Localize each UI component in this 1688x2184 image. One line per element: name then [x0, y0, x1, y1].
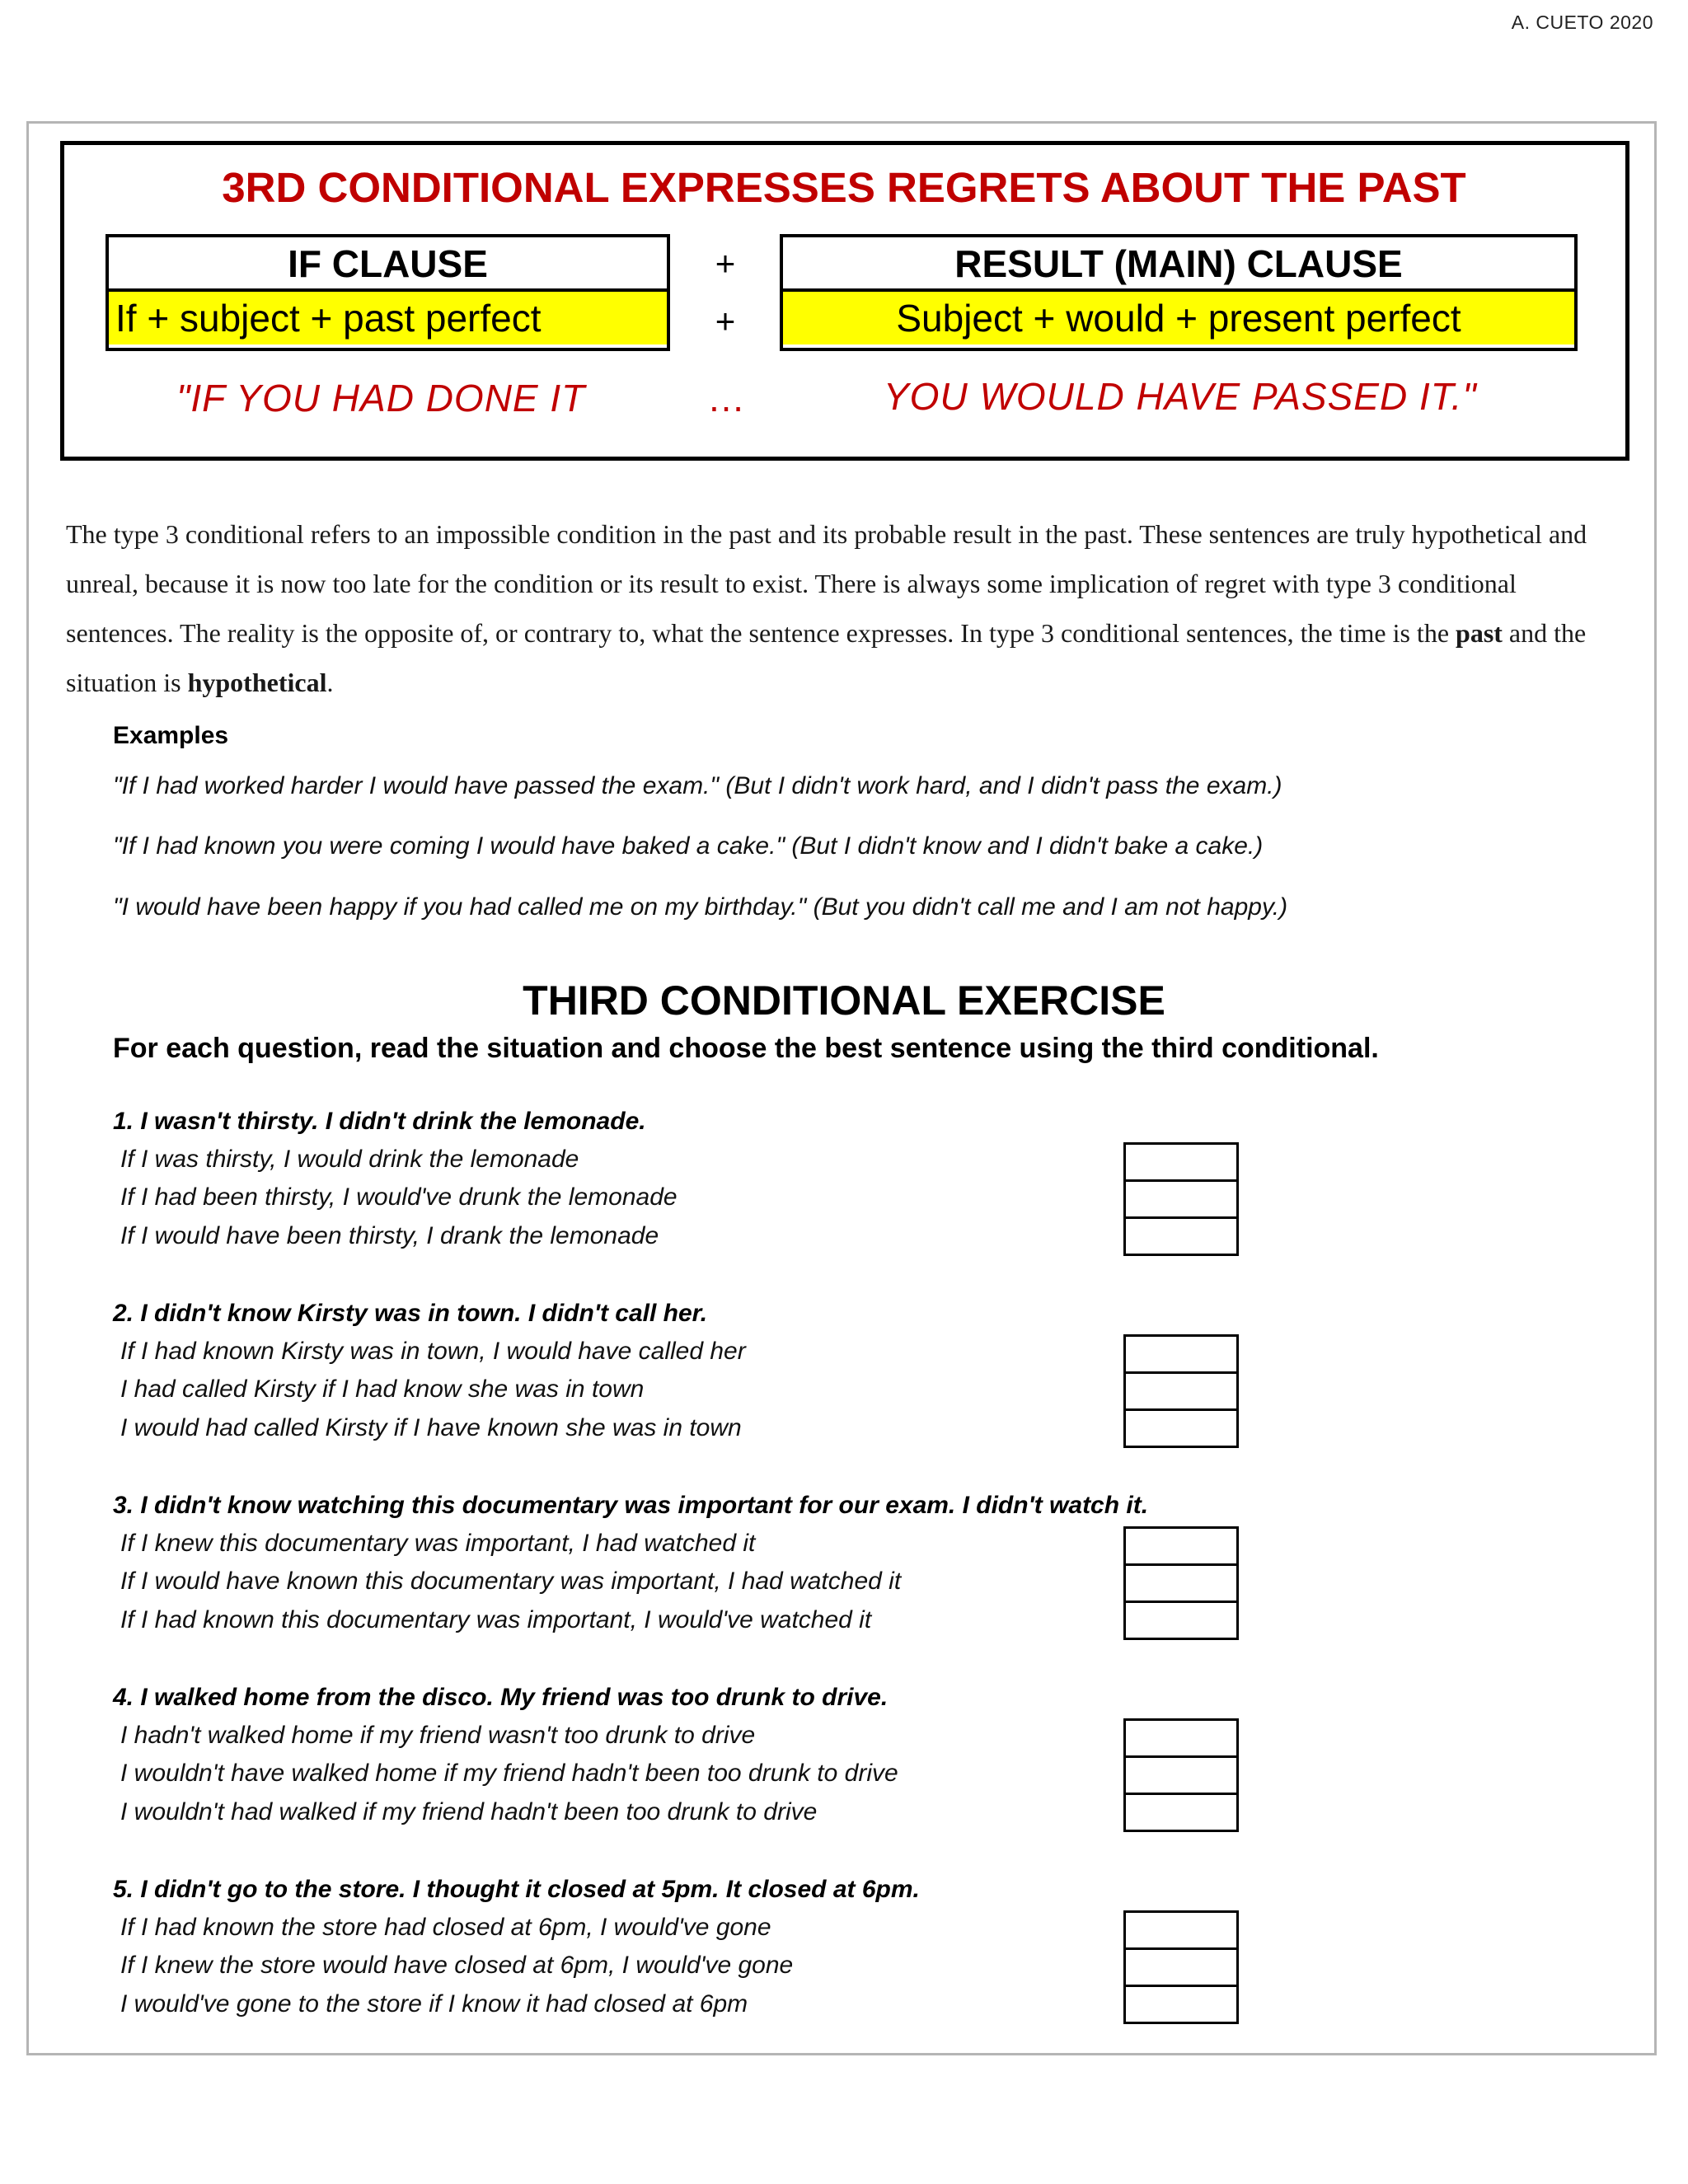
answer-checkbox[interactable]: [1123, 1718, 1239, 1758]
question-title: 5. I didn't go to the store. I thought it closed at 5pm. It closed at 6pm.: [113, 1876, 920, 1903]
answer-checkbox[interactable]: [1123, 1563, 1239, 1603]
intro-text-1: The type 3 conditional refers to an impossible condition in the past and its probable result in the past. These sentences are truly hypothetical and unreal, because it is now too late for the condition or its result to exist. There is always some implication of regret with type 3 conditional sentences. The reality is the opposite of, or contrary to, what the sentence expresses. In type 3 conditional sentences, the time is the: [66, 519, 1587, 648]
question-title: 4. I walked home from the disco. My friend was too drunk to drive.: [113, 1684, 889, 1711]
question-option: If I was thirsty, I would drink the lemonade: [120, 1146, 579, 1173]
answer-checkbox[interactable]: [1123, 1755, 1239, 1795]
question-option: If I had been thirsty, I would've drunk the lemonade: [120, 1183, 678, 1211]
question-title: 2. I didn't know Kirsty was in town. I didn't call her.: [113, 1300, 708, 1327]
intro-bold-hypothetical: hypothetical: [187, 668, 327, 697]
question-option: If I knew this documentary was important, I had watched it: [120, 1530, 756, 1557]
example-if-part: "IF YOU HAD DONE IT: [176, 377, 586, 419]
answer-checkbox[interactable]: [1123, 1793, 1239, 1832]
plus-sign-formula: +: [715, 302, 736, 340]
intro-text-3: .: [326, 668, 334, 697]
exercise-title: THIRD CONDITIONAL EXERCISE: [523, 977, 1165, 1024]
result-clause-formula: Subject + would + present perfect: [783, 292, 1574, 344]
intro-bold-past: past: [1456, 618, 1503, 648]
answer-checkbox[interactable]: [1123, 1947, 1239, 1987]
answer-checkbox[interactable]: [1123, 1334, 1239, 1374]
example-sentence: "If I had known you were coming I would have baked a cake." (But I didn't know and I didn't bake a cake.): [113, 832, 1264, 860]
question-title: 1. I wasn't thirsty. I didn't drink the lemonade.: [113, 1108, 646, 1135]
question-option: If I knew the store would have closed at 6pm, I would've gone: [120, 1952, 794, 1979]
example-result-part: YOU WOULD HAVE PASSED IT.": [884, 375, 1477, 418]
question-option: If I had known the store had closed at 6pm, I would've gone: [120, 1914, 771, 1941]
intro-paragraph: [66, 509, 1615, 707]
intro-text-2: and the situation is: [66, 618, 1587, 697]
example-ellipsis: …: [707, 377, 746, 419]
result-clause-heading: RESULT (MAIN) CLAUSE: [783, 237, 1574, 292]
question-option: I wouldn't had walked if my friend hadn't been too drunk to drive: [120, 1798, 818, 1825]
question-option: I would've gone to the store if I know it had closed at 6pm: [120, 1990, 748, 2018]
example-sentence: "If I had worked harder I would have passed the exam." (But I didn't work hard, and I didn't pass the exam.): [113, 772, 1282, 799]
question-option: I would had called Kirsty if I have known she was in town: [120, 1414, 742, 1441]
answer-checkbox[interactable]: [1123, 1142, 1239, 1182]
question-option: If I would have been thirsty, I drank the lemonade: [120, 1222, 659, 1249]
question-option: If I had known Kirsty was in town, I would have called her: [120, 1338, 746, 1365]
answer-checkbox[interactable]: [1123, 1910, 1239, 1950]
question-option: I hadn't walked home if my friend wasn't too drunk to drive: [120, 1722, 756, 1749]
answer-checkbox[interactable]: [1123, 1216, 1239, 1256]
exercise-instructions: For each question, read the situation and choose the best sentence using the third conditional.: [113, 1033, 1379, 1064]
author-credit: A. CUETO 2020: [1511, 12, 1653, 33]
question-option: If I had known this documentary was important, I would've watched it: [120, 1606, 872, 1633]
question-title: 3. I didn't know watching this documentary was important for our exam. I didn't watch it.: [113, 1492, 1149, 1519]
answer-checkbox[interactable]: [1123, 1601, 1239, 1640]
result-clause-box: [780, 234, 1578, 351]
rule-title: 3RD CONDITIONAL EXPRESSES REGRETS ABOUT THE PAST: [222, 164, 1466, 211]
if-clause-box: [106, 234, 670, 351]
example-sentence: "I would have been happy if you had called me on my birthday." (But you didn't call me and I am not happy.): [113, 893, 1288, 921]
if-clause-formula: If + subject + past perfect: [109, 292, 667, 344]
question-option: I wouldn't have walked home if my friend hadn't been too drunk to drive: [120, 1760, 898, 1787]
question-option: I had called Kirsty if I had know she was in town: [120, 1376, 645, 1403]
examples-heading: Examples: [113, 722, 229, 749]
question-option: If I would have known this documentary was important, I had watched it: [120, 1568, 902, 1595]
answer-checkbox[interactable]: [1123, 1985, 1239, 2024]
answer-checkbox[interactable]: [1123, 1408, 1239, 1448]
if-clause-heading: IF CLAUSE: [109, 237, 667, 292]
plus-sign-heading: +: [715, 244, 736, 283]
answer-checkbox[interactable]: [1123, 1526, 1239, 1566]
answer-checkbox[interactable]: [1123, 1179, 1239, 1219]
answer-checkbox[interactable]: [1123, 1371, 1239, 1411]
